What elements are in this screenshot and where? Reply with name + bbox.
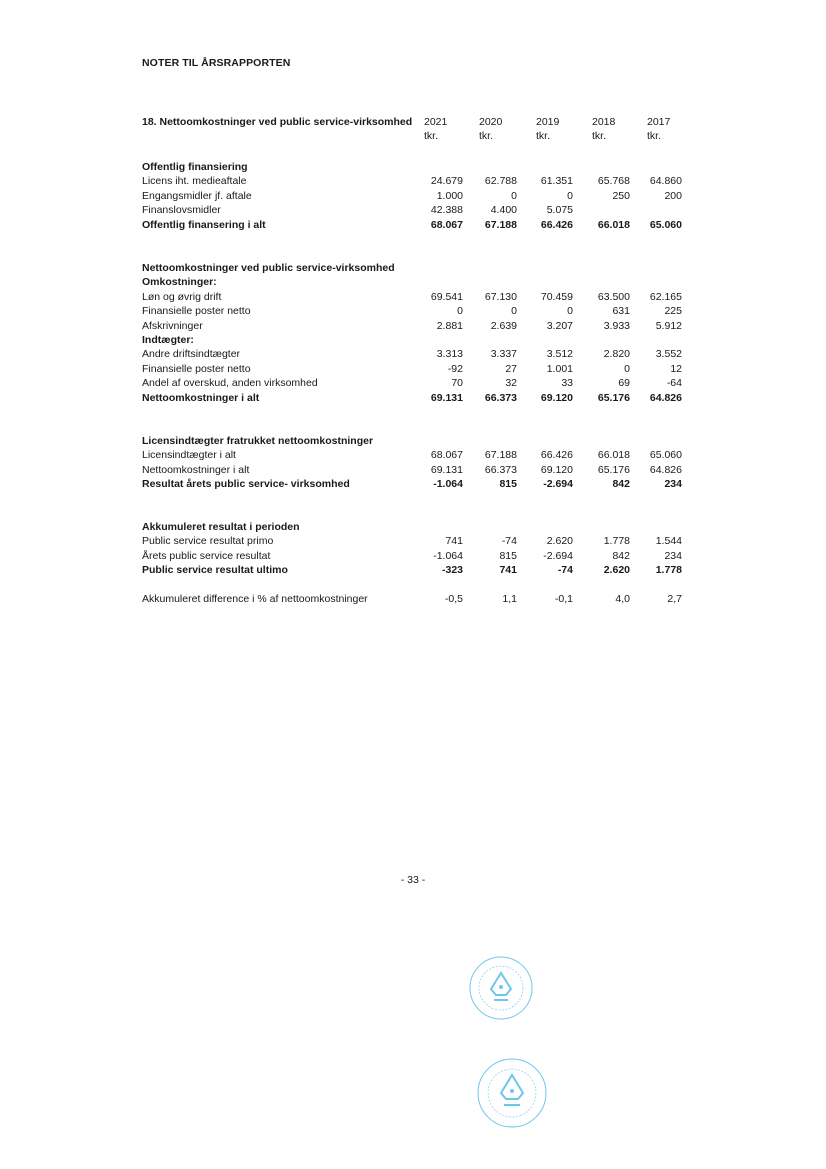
cell-2021: -1.064 xyxy=(433,478,463,491)
row-label: Finansielle poster netto xyxy=(142,362,251,375)
table-row xyxy=(142,290,702,304)
row-label: Engangsmidler jf. aftale xyxy=(142,189,252,202)
table-heading-row xyxy=(142,261,702,275)
year-header-2020 xyxy=(479,115,502,143)
cell-2018: 250 xyxy=(612,189,630,202)
table-row xyxy=(142,304,702,318)
table-row xyxy=(142,448,702,462)
cell-2019: 0 xyxy=(567,189,573,202)
unit-label: tkr. xyxy=(479,130,494,142)
cell-2021: -92 xyxy=(447,362,463,375)
cell-2019: 33 xyxy=(561,377,573,390)
cell-2018: 65.768 xyxy=(597,175,630,188)
cell-2020: 741 xyxy=(499,564,517,577)
cell-2020: 0 xyxy=(511,189,517,202)
unit-label: tkr. xyxy=(647,130,662,142)
row-label: Akkumuleret difference i % af nettoomkostninger xyxy=(142,593,368,605)
row-label: Nettoomkostninger i alt xyxy=(142,463,250,476)
cell-2019: 66.426 xyxy=(540,218,573,231)
cell-2019: -74 xyxy=(557,564,573,577)
row-label: Offentlig finansiering xyxy=(142,161,248,173)
cell-2019: -2.694 xyxy=(543,549,573,562)
cell-2018: 69 xyxy=(618,377,630,390)
cell-2019: 1.001 xyxy=(546,362,573,375)
year-label: 2019 xyxy=(536,116,560,128)
row-label: Offentlig finansering i alt xyxy=(142,218,266,231)
row-label: Finansielle poster netto xyxy=(142,305,251,318)
cell-2017: 225 xyxy=(664,305,682,318)
unit-label: tkr. xyxy=(592,130,607,142)
cell-2019: 3.512 xyxy=(546,348,573,361)
cell-2019: 66.426 xyxy=(540,449,573,462)
cell-2021: -1.064 xyxy=(433,549,463,562)
table-row xyxy=(142,347,702,361)
cell-2018: 63.500 xyxy=(597,290,630,303)
digital-seal-icon xyxy=(468,955,534,1021)
row-label: Andel af overskud, anden virksomhed xyxy=(142,377,318,390)
table-row xyxy=(142,362,702,376)
cell-2021: -0,5 xyxy=(444,593,463,605)
row-label: Resultat årets public service- virksomhed xyxy=(142,478,350,491)
cell-2020: 1,1 xyxy=(502,593,517,605)
cell-2021: 69.131 xyxy=(430,391,463,404)
cell-2017: 65.060 xyxy=(649,218,682,231)
cell-2017: 3.552 xyxy=(655,348,682,361)
table-heading-row xyxy=(142,563,702,577)
year-label: 2021 xyxy=(424,116,448,128)
cell-2019: 69.120 xyxy=(540,463,573,476)
note-title-row xyxy=(142,115,702,129)
cell-2017: 5.912 xyxy=(655,319,682,332)
row-label: Omkostninger: xyxy=(142,276,217,289)
cell-2020: 67.130 xyxy=(484,290,517,303)
row-label: Public service resultat ultimo xyxy=(142,564,288,577)
unit-label: tkr. xyxy=(424,130,439,142)
cell-2017: 64.826 xyxy=(649,391,682,404)
row-label: Akkumuleret resultat i perioden xyxy=(142,521,300,533)
year-header-2019 xyxy=(536,115,559,143)
cell-2018: 65.176 xyxy=(597,463,630,476)
note-title: 18. Nettoomkostninger ved public service-virksomhed xyxy=(142,116,413,128)
table-row xyxy=(142,376,702,390)
row-label: Nettoomkostninger ved public service-virksomhed xyxy=(142,262,395,274)
cell-2018: 2.620 xyxy=(603,564,630,577)
year-header-2018 xyxy=(592,115,615,143)
row-label: Licensindtægter fratrukket nettoomkostninger xyxy=(142,435,374,447)
table-row xyxy=(142,592,702,606)
cell-2018: 631 xyxy=(612,305,630,318)
page-header: NOTER TIL ÅRSRAPPORTEN xyxy=(142,57,291,69)
row-label: Indtægter: xyxy=(142,334,194,346)
year-label: 2018 xyxy=(592,116,616,128)
table-heading-row xyxy=(142,477,702,491)
row-label: Andre driftsindtægter xyxy=(142,348,241,361)
cell-2020: 66.373 xyxy=(484,391,517,404)
cell-2021: 68.067 xyxy=(430,449,463,462)
cell-2019: -0,1 xyxy=(554,593,573,605)
cell-2020: 32 xyxy=(505,377,517,390)
table-heading-row xyxy=(142,333,702,347)
cell-2017: 234 xyxy=(664,478,682,491)
row-label: Licensindtægter i alt xyxy=(142,449,236,462)
cell-2017: 64.826 xyxy=(649,463,682,476)
cell-2018: 2.820 xyxy=(603,348,630,361)
cell-2018: 0 xyxy=(624,362,630,375)
cell-2017: 1.544 xyxy=(655,535,682,548)
table-row xyxy=(142,549,702,563)
year-label: 2017 xyxy=(647,116,671,128)
cell-2021: 0 xyxy=(457,305,463,318)
table-heading-row xyxy=(142,160,702,174)
cell-2020: 67.188 xyxy=(484,218,517,231)
cell-2020: -74 xyxy=(501,535,517,548)
cell-2019: -2.694 xyxy=(543,478,573,491)
cell-2017: 234 xyxy=(664,549,682,562)
cell-2018: 3.933 xyxy=(603,319,630,332)
row-label: Afskrivninger xyxy=(142,319,203,332)
cell-2018: 4,0 xyxy=(615,593,630,605)
cell-2019: 0 xyxy=(567,305,573,318)
cell-2019: 3.207 xyxy=(546,319,573,332)
table-row xyxy=(142,463,702,477)
cell-2020: 67.188 xyxy=(484,449,517,462)
cell-2021: 69.131 xyxy=(430,463,463,476)
cell-2020: 3.337 xyxy=(490,348,517,361)
cell-2021: 741 xyxy=(445,535,463,548)
table-row xyxy=(142,203,702,217)
cell-2017: 62.165 xyxy=(649,290,682,303)
cell-2021: 3.313 xyxy=(436,348,463,361)
table-row xyxy=(142,534,702,548)
row-label: Nettoomkostninger i alt xyxy=(142,391,260,404)
cell-2021: 1.000 xyxy=(436,189,463,202)
cell-2019: 2.620 xyxy=(546,535,573,548)
cell-2019: 61.351 xyxy=(540,175,573,188)
cell-2017: 64.860 xyxy=(649,175,682,188)
cell-2019: 5.075 xyxy=(546,204,573,217)
cell-2021: 70 xyxy=(451,377,463,390)
year-header-2017 xyxy=(647,115,670,143)
table-heading-row xyxy=(142,434,702,448)
cell-2020: 27 xyxy=(505,362,517,375)
cell-2021: 24.679 xyxy=(430,175,463,188)
cell-2018: 65.176 xyxy=(597,391,630,404)
cell-2017: 12 xyxy=(670,362,682,375)
row-label: Årets public service resultat xyxy=(142,549,271,562)
cell-2021: -323 xyxy=(441,564,463,577)
cell-2018: 1.778 xyxy=(603,535,630,548)
cell-2020: 62.788 xyxy=(484,175,517,188)
table-row xyxy=(142,174,702,188)
table-heading-row xyxy=(142,275,702,289)
cell-2018: 66.018 xyxy=(597,218,630,231)
row-label: Licens iht. medieaftale xyxy=(142,175,247,188)
row-label: Finanslovsmidler xyxy=(142,204,221,217)
cell-2021: 2.881 xyxy=(436,319,463,332)
table-heading-row xyxy=(142,520,702,534)
unit-label: tkr. xyxy=(536,130,551,142)
cell-2017: -64 xyxy=(666,377,682,390)
row-label: Løn og øvrig drift xyxy=(142,290,222,303)
cell-2019: 69.120 xyxy=(540,391,573,404)
cell-2021: 42.388 xyxy=(430,204,463,217)
cell-2018: 66.018 xyxy=(597,449,630,462)
cell-2021: 69.541 xyxy=(430,290,463,303)
cell-2018: 842 xyxy=(612,549,630,562)
table-heading-row xyxy=(142,218,702,232)
cell-2017: 200 xyxy=(664,189,682,202)
table-row xyxy=(142,189,702,203)
row-label: Public service resultat primo xyxy=(142,535,274,548)
year-header-2021 xyxy=(424,115,447,143)
cell-2018: 842 xyxy=(612,478,630,491)
cell-2021: 68.067 xyxy=(430,218,463,231)
table-heading-row xyxy=(142,391,702,405)
cell-2019: 70.459 xyxy=(540,290,573,303)
cell-2017: 65.060 xyxy=(649,449,682,462)
digital-seal-icon xyxy=(476,1057,548,1129)
cell-2020: 4.400 xyxy=(490,204,517,217)
cell-2020: 2.639 xyxy=(490,319,517,332)
cell-2017: 2,7 xyxy=(667,593,682,605)
table-row xyxy=(142,319,702,333)
year-label: 2020 xyxy=(479,116,503,128)
cell-2017: 1.778 xyxy=(655,564,682,577)
cell-2020: 66.373 xyxy=(484,463,517,476)
cell-2020: 815 xyxy=(499,549,517,562)
cell-2020: 0 xyxy=(511,305,517,318)
cell-2020: 815 xyxy=(499,478,517,491)
page-number: - 33 - xyxy=(400,874,426,886)
